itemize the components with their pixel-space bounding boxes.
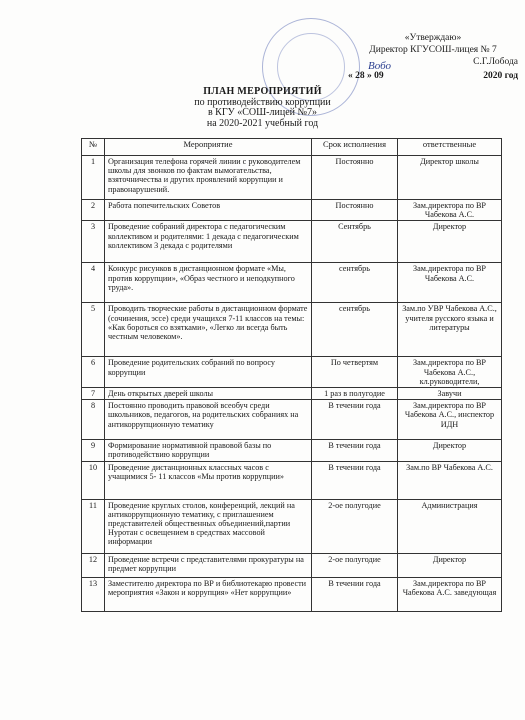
approval-block (348, 32, 518, 82)
row-number: 4 (82, 263, 105, 303)
table-row (82, 200, 502, 221)
table-row (82, 553, 502, 577)
approval-line2: Директор КГУСОШ-лицея № 7 (369, 45, 497, 55)
row-event: День открытых дверей школы (105, 388, 312, 400)
row-responsible: Зам.директора по ВР Чабекова А.С. (398, 263, 502, 303)
row-responsible: Зам.директора по ВР Чабекова А.С., инспектор ИДН (398, 400, 502, 440)
row-event: Проведение собраний директора с педагогическим коллективом и родителями: 1 декада с педагогическим коллективом 3 декада с родителями (105, 221, 312, 263)
row-number: 7 (82, 388, 105, 400)
row-number: 10 (82, 461, 105, 499)
row-term: сентябрь (312, 303, 398, 357)
row-term: В течении года (312, 461, 398, 499)
table-row (82, 303, 502, 357)
row-event: Постоянно проводить правовой всеобуч среди школьников, педагогов, на родительских собраниях на антикоррупционную тематику (105, 400, 312, 440)
row-event: Заместителю директора по ВР и библиотекарю провести мероприятия «Закон и коррупция» «Нет коррупции» (105, 577, 312, 611)
table-row (82, 388, 502, 400)
row-number: 12 (82, 553, 105, 577)
row-event: Формирование нормативной правовой базы по противодействию коррупции (105, 440, 312, 461)
table-row (82, 221, 502, 263)
row-responsible: Зам.директора по ВР Чабекова А.С., кл.руководители, (398, 357, 502, 388)
row-responsible: Директор школы (398, 156, 502, 200)
signature: Вобо (368, 60, 391, 72)
row-term: сентябрь (312, 263, 398, 303)
row-event: Проведение дистанционных классных часов с учащимися 5- 11 классов «Мы против коррупции» (105, 461, 312, 499)
title-sub2: в КГУ «СОШ-лицей №7» (207, 107, 318, 118)
row-event: Проведение круглых столов, конференций, лекций на антикоррупционную тематику, с приглашением представителей общественных объединений,партии Нуротан с освещением в средствах массовой информации (105, 499, 312, 553)
row-event: Конкурс рисунков в дистанционном формате «Мы, против коррупции», «Образ честного и неподкупного труда». (105, 263, 312, 303)
row-number: 13 (82, 577, 105, 611)
row-number: 9 (82, 440, 105, 461)
row-responsible: Директор (398, 221, 502, 263)
table-row (82, 440, 502, 461)
row-responsible: Зам.директора по ВР Чабекова А.С. (398, 200, 502, 221)
document-title (0, 87, 525, 129)
row-term: В течении года (312, 400, 398, 440)
row-responsible: Зам.по ВР Чабекова А.С. (398, 461, 502, 499)
row-term: По четвертям (312, 357, 398, 388)
row-responsible: Администрация (398, 499, 502, 553)
row-number: 11 (82, 499, 105, 553)
row-responsible: Зам.по УВР Чабекова А.С., учителя русского языка и литературы (398, 303, 502, 357)
col-term-header: Срок исполнения (312, 139, 398, 156)
approval-line1: «Утверждаю» (404, 33, 462, 43)
table-row (82, 499, 502, 553)
row-event: Организация телефона горячей линии с руководителем школы для звонков по фактам вымогательства, взяточничества и других проявлений коррупции и правонарушений. (105, 156, 312, 200)
row-term: Сентябрь (312, 221, 398, 263)
row-term: Постоянно (312, 156, 398, 200)
row-event: Проводить творческие работы в дистанционном формате (сочинения, эссе) среди учащихся 7-11 классов на темы: «Как бороться со взятками», «Легко ли всегда быть честным человеком». (105, 303, 312, 357)
row-number: 1 (82, 156, 105, 200)
row-event: Проведение встречи с представителями прокуратуры на предмет коррупции (105, 553, 312, 577)
row-number: 8 (82, 400, 105, 440)
col-number-header: № (82, 139, 105, 156)
row-term: 1 раз в полугодие (312, 388, 398, 400)
col-responsible-header: ответственные (398, 139, 502, 156)
row-event: Проведение родительских собраний по вопросу коррупции (105, 357, 312, 388)
row-event: Работа попечительских Советов (105, 200, 312, 221)
title-sub3: на 2020-2021 учебный год (206, 117, 319, 129)
row-term: 2-ое полугодие (312, 553, 398, 577)
approval-name: С.Г.Лобода (473, 57, 518, 67)
title-sub1: по противодействию коррупции (194, 96, 331, 108)
row-number: 2 (82, 200, 105, 221)
row-term: 2-ое полугодие (312, 499, 398, 553)
row-responsible: Завучи (398, 388, 502, 400)
approval-year: 2020 год (483, 71, 518, 81)
table-row (82, 156, 502, 200)
row-number: 3 (82, 221, 105, 263)
table-row (82, 263, 502, 303)
table-row (82, 577, 502, 611)
table-row (82, 400, 502, 440)
events-table (81, 138, 502, 612)
row-term: Постоянно (312, 200, 398, 221)
row-responsible: Директор (398, 440, 502, 461)
row-term: В течении года (312, 440, 398, 461)
row-number: 5 (82, 303, 105, 357)
table-header-row (82, 139, 502, 156)
table-row (82, 357, 502, 388)
col-event-header: Мероприятие (105, 139, 312, 156)
row-responsible: Директор (398, 553, 502, 577)
approval-date: « 28 » 09 (348, 71, 384, 81)
table-row (82, 461, 502, 499)
row-term: В течении года (312, 577, 398, 611)
row-number: 6 (82, 357, 105, 388)
title-heading: ПЛАН МЕРОПРИЯТИЙ (203, 86, 322, 97)
row-responsible: Зам.директора по ВР Чабекова А.С. заведующая (398, 577, 502, 611)
